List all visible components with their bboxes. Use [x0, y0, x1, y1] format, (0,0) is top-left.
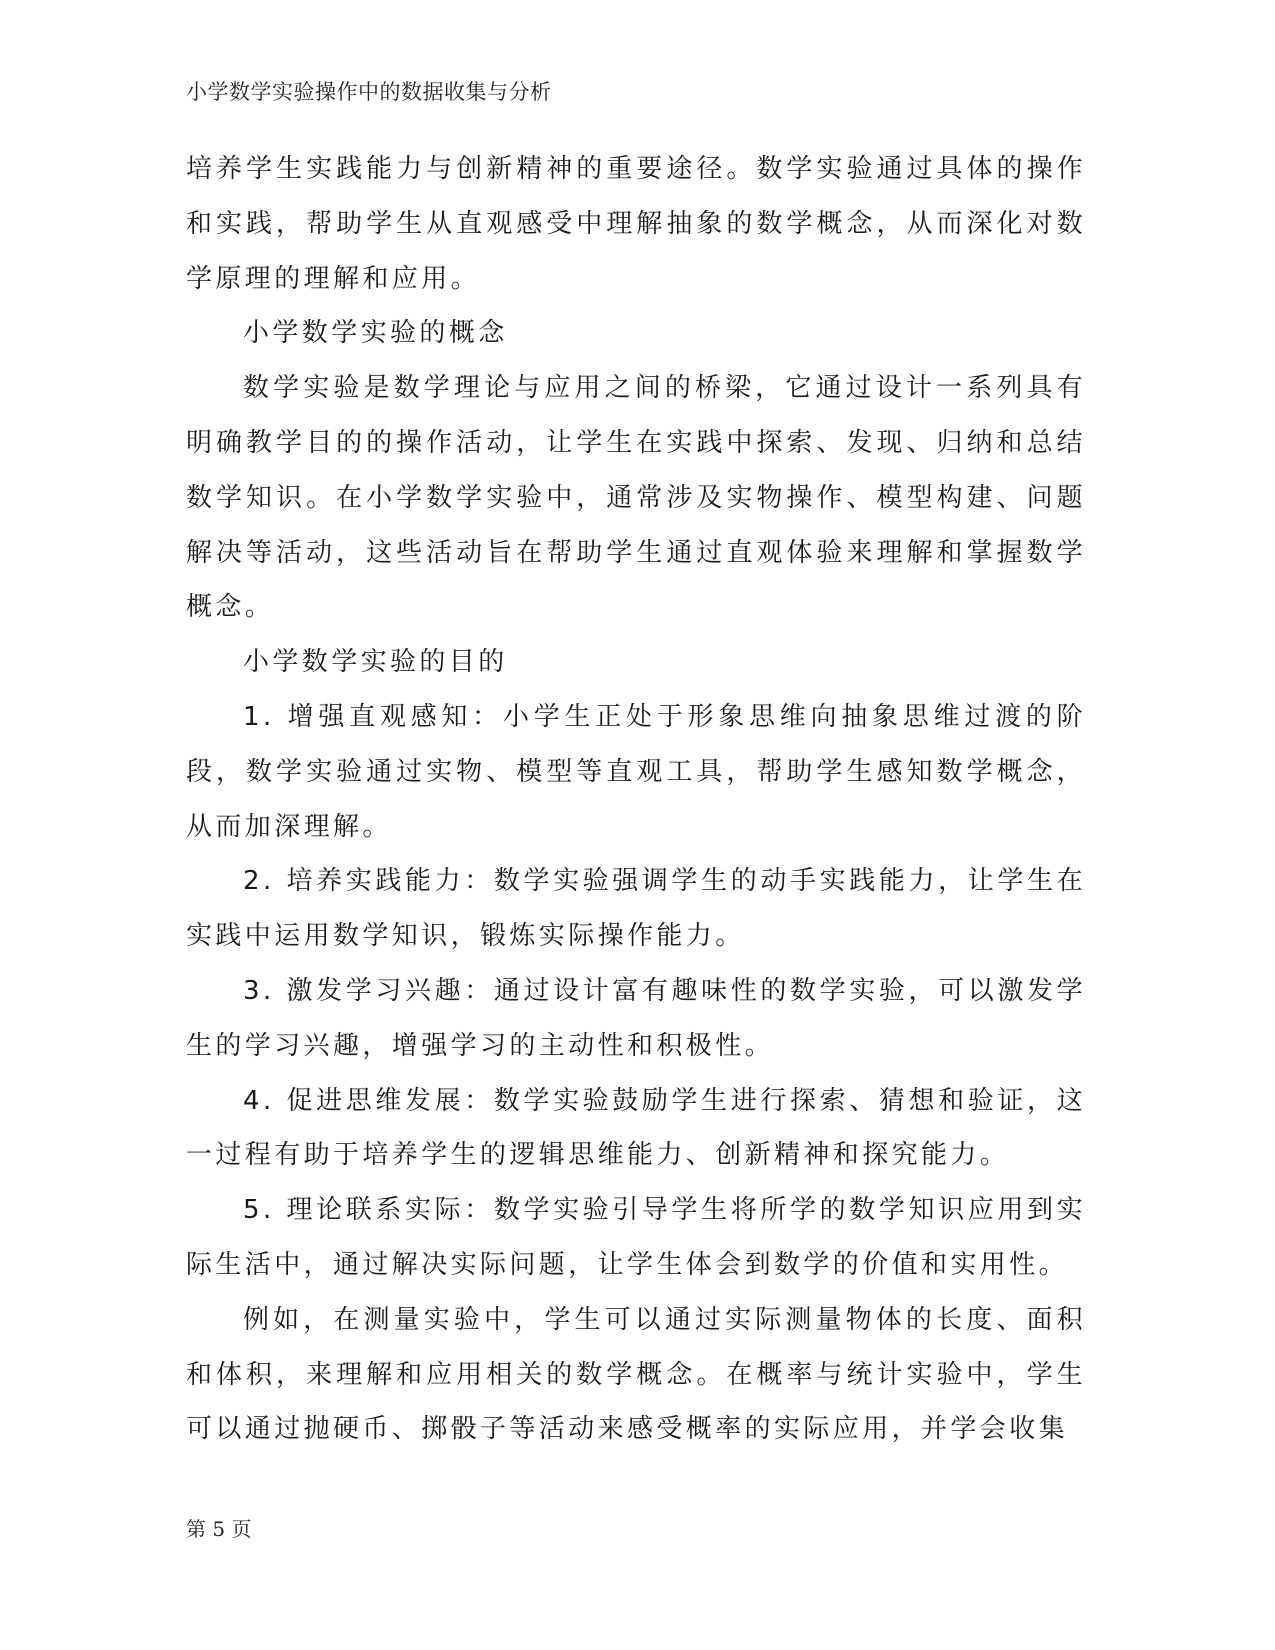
section-heading-concept: 小学数学实验的概念 — [243, 318, 508, 349]
running-header: 小学数学实验操作中的数据收集与分析 — [186, 80, 552, 104]
paragraph-concept: 数学实验是数学理论与应用之间的桥梁，它通过设计一系列具有明确教学目的的操作活动，让学生在实践中探索、发现、归纳和总结数学知识。在小学数学实验中，通常涉及实物操作、模型构建、问题解决等活动，这些活动旨在帮助学生通过直观体验来理解和掌握数学概念。 — [186, 373, 1086, 623]
body-text — [186, 142, 1086, 1457]
list-item-4: 4. 促进思维发展：数学实验鼓励学生进行探索、猜想和验证，这一过程有助于培养学生的逻辑思维能力、创新精神和探究能力。 — [186, 1085, 1086, 1171]
paragraph-example: 例如，在测量实验中，学生可以通过实际测量物体的长度、面积和体积，来理解和应用相关的数学概念。在概率与统计实验中，学生可以通过抛硬币、掷骰子等活动来感受概率的实际应用，并学会收集 — [186, 1304, 1086, 1445]
paragraph-continuation: 培养学生实践能力与创新精神的重要途径。数学实验通过具体的操作和实践，帮助学生从直观感受中理解抽象的数学概念，从而深化对数学原理的理解和应用。 — [186, 154, 1086, 294]
page-number: 第 5 页 — [186, 1517, 252, 1541]
list-item-5: 5. 理论联系实际：数学实验引导学生将所学的数学知识应用到实际生活中，通过解决实际问题，让学生体会到数学的价值和实用性。 — [186, 1195, 1086, 1280]
section-heading-purpose: 小学数学实验的目的 — [243, 647, 508, 678]
list-item-1: 1. 增强直观感知：小学生正处于形象思维向抽象思维过渡的阶段，数学实验通过实物、模型等直观工具，帮助学生感知数学概念，从而加深理解。 — [186, 701, 1086, 842]
list-item-2: 2. 培养实践能力：数学实验强调学生的动手实践能力，让学生在实践中运用数学知识，锻炼实际操作能力。 — [186, 866, 1086, 952]
list-item-3: 3. 激发学习兴趣：通过设计富有趣味性的数学实验，可以激发学生的学习兴趣，增强学习的主动性和积极性。 — [186, 975, 1086, 1061]
